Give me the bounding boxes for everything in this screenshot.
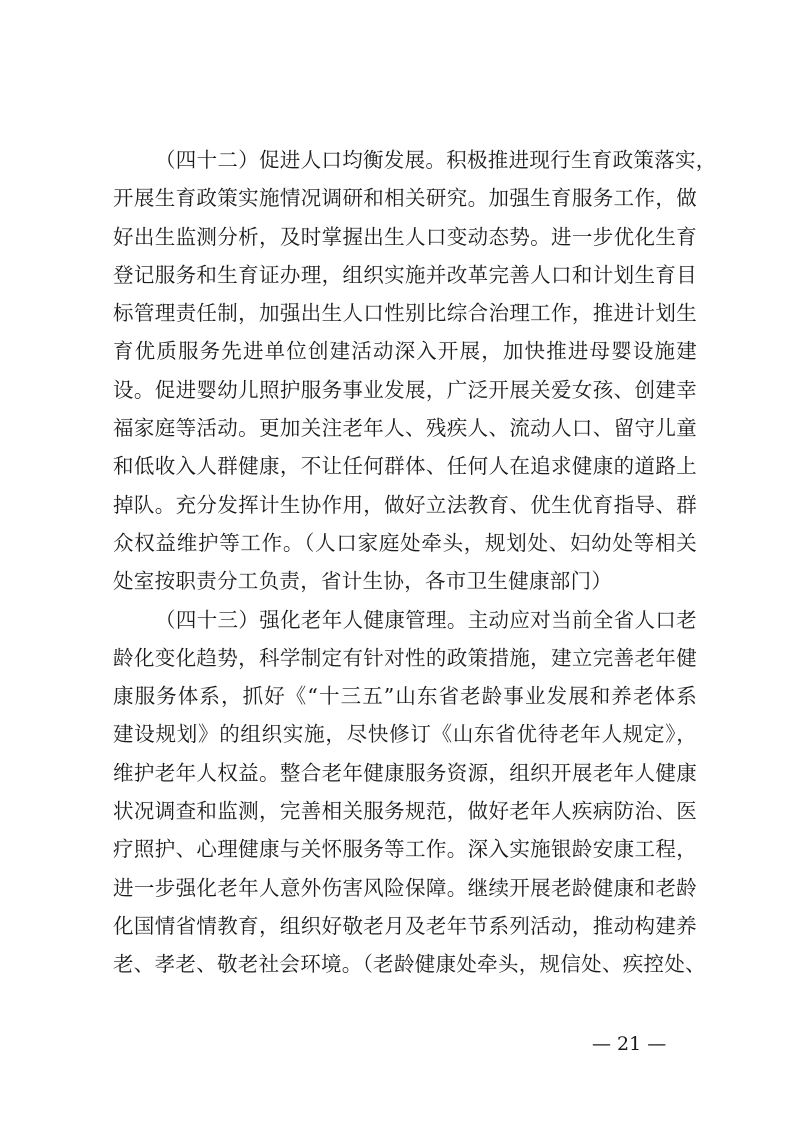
paragraph-42-last-line: 处室按职责分工负责，省计生协，各市卫生健康部门） [113, 569, 613, 594]
paragraph-42-line: 和低收入人群健康，不让任何群体、任何人在追求健康的道路上 [113, 454, 697, 479]
paragraph-42-line: 育优质服务先进单位创建活动深入开展，加快推进母婴设施建 [113, 339, 697, 364]
paragraph-42-line: 标管理责任制，加强出生人口性别比综合治理工作，推进计划生 [113, 301, 697, 326]
paragraph-42-line: 设。促进婴幼儿照护服务事业发展，广泛开展关爱女孩、创建幸 [113, 377, 697, 402]
paragraph-42-line: 掉队。充分发挥计生协作用，做好立法教育、优生优育指导、群 [113, 492, 697, 517]
paragraph-43-line: 状况调查和监测，完善相关服务规范，做好老年人疾病防治、医 [113, 799, 697, 824]
paragraph-43-line: （四十三）强化老年人健康管理。主动应对当前全省人口老 [155, 607, 697, 632]
paragraph-43-line: 龄化变化趋势，科学制定有针对性的政策措施，建立完善老年健 [113, 645, 697, 670]
paragraph-43-line: 建设规划》的组织实施，尽快修订《山东省优待老年人规定》， [113, 722, 697, 747]
paragraph-42-line: 开展生育政策实施情况调研和相关研究。加强生育服务工作，做 [113, 186, 697, 211]
paragraph-42-line: （四十二）促进人口均衡发展。积极推进现行生育政策落实， [155, 148, 717, 172]
page-number: — 21 — [592, 1033, 667, 1055]
paragraph-43-line: 康服务体系，抓好《“十三五”山东省老龄事业发展和养老体系 [113, 684, 697, 709]
paragraph-43-line: 进一步强化老年人意外伤害风险保障。继续开展老龄健康和老龄 [113, 875, 697, 900]
paragraph-43-line: 老、孝老、敬老社会环境。（老龄健康处牵头，规信处、疾控处、 [113, 952, 706, 977]
paragraph-42-line: 好出生监测分析，及时掌握出生人口变动态势。进一步优化生育 [113, 224, 697, 249]
document-body [113, 141, 717, 984]
paragraph-42-line: 登记服务和生育证办理，组织实施并改革完善人口和计划生育目 [113, 262, 697, 287]
paragraph-42-line: 众权益维护等工作。（人口家庭处牵头，规划处、妇幼处等相关 [113, 530, 697, 555]
paragraph-43-line: 维护老年人权益。整合老年健康服务资源，组织开展老年人健康 [113, 760, 697, 785]
paragraph-43-line: 化国情省情教育，组织好敬老月及老年节系列活动，推动构建养 [113, 913, 697, 938]
paragraph-43-line: 疗照护、心理健康与关怀服务等工作。深入实施银龄安康工程， [113, 837, 697, 862]
paragraph-42-line: 福家庭等活动。更加关注老年人、残疾人、流动人口、留守儿童 [113, 416, 697, 441]
